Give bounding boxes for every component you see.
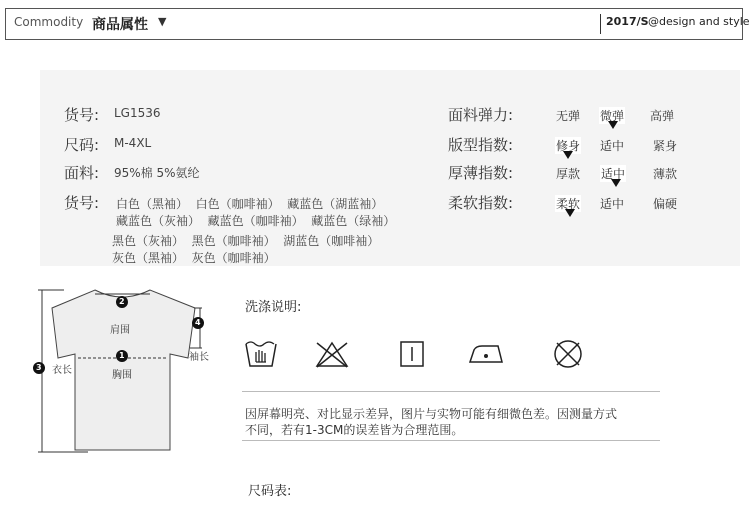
note-line: 因屏幕明亮、对比显示差异，图片与实物可能有细微色差。因测量方式 [245, 407, 618, 421]
fabric-label: 面料: [64, 164, 100, 182]
no-dry-clean-icon [552, 338, 584, 370]
fabric-value: 95%棉 5%氨纶 [114, 166, 200, 180]
fit-label: 版型指数: [448, 136, 514, 154]
brand-slogan: @design and style [648, 15, 750, 28]
item-number-label: 货号: [64, 106, 100, 124]
elasticity-option-none: 无弹 [556, 109, 581, 123]
elasticity-option-slight: 微弹 [600, 109, 625, 123]
elasticity-label: 面料弹力: [448, 106, 514, 124]
fit-option-slim: 修身 [556, 139, 581, 153]
thickness-option-medium: 适中 [601, 167, 626, 181]
header-divider [600, 14, 601, 34]
product-attributes-title: 商品属性 [92, 17, 148, 33]
size-value: M-4XL [114, 136, 152, 150]
color-line: 白色（黑袖） 白色（咖啡袖） 藏蓝色（湖蓝袖） [116, 197, 384, 211]
note-line: 不同，若有1-3CM的误差皆为合理范围。 [245, 423, 464, 437]
marker-3-number: 3 [36, 363, 42, 372]
item-number-value: LG1536 [114, 106, 161, 120]
fit-option-tight: 紧身 [653, 139, 678, 153]
color-disclaimer-note [245, 406, 665, 438]
dropdown-icon[interactable]: ▼ [158, 15, 167, 28]
color-line: 藏蓝色（灰袖） 藏蓝色（咖啡袖） 藏蓝色（绿袖） [116, 214, 396, 228]
no-bleach-icon [314, 340, 350, 368]
length-label: 衣长 [52, 365, 72, 376]
washing-instructions-title: 洗涤说明: [245, 300, 302, 315]
divider-bottom [242, 440, 660, 441]
marker-1-number: 1 [119, 351, 125, 360]
colors-label: 货号: [64, 194, 100, 212]
fit-option-regular: 适中 [600, 139, 625, 153]
softness-option-stiff: 偏硬 [653, 197, 678, 211]
commodity-label: Commodity [14, 15, 84, 29]
shoulder-label: 肩围 [110, 325, 130, 336]
low-iron-icon [466, 342, 506, 366]
sleeve-label: 袖长 [189, 352, 209, 363]
thickness-option-thin: 薄款 [653, 167, 678, 181]
hand-wash-icon [244, 338, 278, 368]
color-line: 灰色（黑袖） 灰色（咖啡袖） [112, 251, 276, 265]
selected-arrow-icon [563, 151, 573, 159]
thickness-label: 厚薄指数: [448, 164, 514, 182]
size-label: 尺码: [64, 136, 100, 154]
softness-option-medium: 适中 [600, 197, 625, 211]
thickness-option-thick: 厚款 [556, 167, 581, 181]
selected-arrow-icon [611, 179, 621, 187]
elasticity-option-high: 高弹 [650, 109, 675, 123]
softness-label: 柔软指数: [448, 194, 514, 212]
size-chart-title: 尺码表: [248, 484, 292, 499]
selected-arrow-icon [608, 121, 618, 129]
marker-4-number: 4 [195, 318, 201, 327]
divider-top [242, 391, 660, 392]
marker-2-number: 2 [119, 297, 125, 306]
season-label: 2017/S [606, 15, 649, 28]
selected-arrow-icon [565, 209, 575, 217]
chest-label: 胸围 [112, 370, 132, 381]
line-dry-icon [400, 340, 424, 368]
softness-option-soft: 柔软 [556, 197, 581, 211]
color-line: 黑色（灰袖） 黑色（咖啡袖） 湖蓝色（咖啡袖） [112, 234, 380, 248]
